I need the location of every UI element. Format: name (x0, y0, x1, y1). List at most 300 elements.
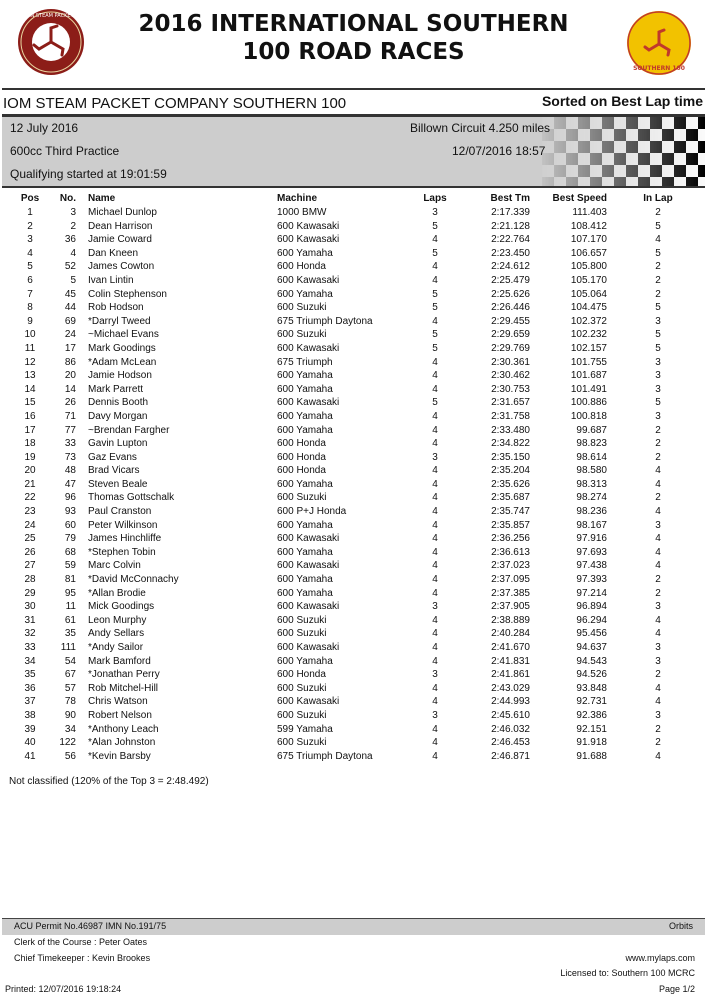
cell-in-lap: 4 (655, 478, 661, 490)
cell-machine: 600 Kawasaki (277, 560, 340, 572)
cell-laps: 3 (432, 207, 438, 218)
cell-best-speed: 97.916 (576, 533, 607, 545)
cell-best-speed: 105.170 (570, 274, 607, 286)
cell-number: 35 (64, 628, 76, 640)
printed-timestamp: Printed: 12/07/2016 19:18:24 (5, 984, 122, 994)
cell-best-time: 2:30.361 (491, 356, 530, 368)
cell-pos: 37 (24, 696, 36, 708)
cell-rider-name: Thomas Gottschalk (88, 492, 175, 504)
cell-number: 11 (65, 601, 76, 613)
cell-laps: 4 (432, 642, 438, 653)
cell-pos: 19 (24, 451, 36, 463)
cell-number: 90 (64, 709, 76, 721)
cell-number: 44 (64, 302, 76, 314)
cell-number: 36 (64, 234, 76, 246)
cell-in-lap: 3 (655, 410, 661, 422)
cell-in-lap: 4 (655, 682, 661, 694)
title-line-2: 100 ROAD RACES (242, 39, 465, 65)
cell-machine: 675 Triumph Daytona (277, 315, 373, 327)
cell-pos: 24 (24, 519, 36, 531)
cell-machine: 600 Kawasaki (277, 601, 340, 613)
event-name: IOM STEAM PACKET COMPANY SOUTHERN 100 (3, 95, 347, 112)
table-row (0, 301, 707, 315)
cell-best-time: 2:41.831 (491, 655, 530, 667)
cell-machine: 675 Triumph (277, 356, 333, 368)
table-row (0, 437, 707, 451)
header-pos: Pos (20, 193, 40, 204)
cell-rider-name: Davy Morgan (88, 410, 148, 422)
table-row (0, 491, 707, 505)
session-date: 12 July 2016 (10, 121, 79, 135)
cell-machine: 600 Yamaha (277, 410, 333, 422)
cell-rider-name: Paul Cranston (88, 506, 152, 518)
cell-machine: 600 Kawasaki (277, 533, 340, 545)
cell-rider-name: Rob Hodson (88, 302, 144, 314)
cell-number: 68 (64, 546, 76, 558)
cell-in-lap: 3 (655, 709, 661, 721)
cell-number: 52 (64, 261, 76, 273)
cell-best-time: 2:45.610 (491, 709, 530, 721)
cell-pos: 15 (24, 397, 36, 409)
circuit-name: Billown Circuit 4.250 miles (410, 121, 551, 135)
cell-laps: 4 (432, 261, 438, 273)
cell-number: 54 (64, 655, 76, 667)
southern-100-logo (626, 10, 692, 76)
cell-rider-name: James Cowton (88, 261, 155, 273)
page-title (120, 10, 587, 66)
steam-packet-logo (2, 8, 100, 76)
header-name: Name (88, 193, 116, 204)
cell-in-lap: 5 (655, 329, 661, 341)
cell-rider-name: Rob Mitchel-Hill (88, 682, 159, 694)
cell-best-time: 2:46.032 (491, 723, 530, 735)
cell-rider-name: *Andy Sailor (88, 642, 144, 653)
cell-pos: 26 (24, 546, 36, 558)
cell-machine: 600 Yamaha (277, 370, 333, 382)
cell-best-speed: 111.403 (572, 207, 607, 218)
cell-number: 67 (64, 669, 76, 681)
cell-machine: 600 Yamaha (277, 478, 333, 490)
cell-machine: 600 Honda (277, 451, 326, 463)
cell-best-speed: 102.372 (570, 315, 607, 327)
header-machine: Machine (277, 193, 318, 204)
cell-number: 73 (64, 451, 76, 463)
cell-laps: 4 (432, 424, 438, 436)
session-name: 600cc Third Practice (10, 144, 120, 158)
cell-rider-name: Michael Dunlop (88, 207, 157, 218)
cell-best-time: 2:33.480 (491, 424, 530, 436)
cell-in-lap: 2 (655, 587, 661, 599)
cell-rider-name: Robert Nelson (88, 709, 152, 721)
licensed-to: Licensed to: Southern 100 MCRC (560, 968, 695, 978)
table-row (0, 627, 707, 641)
cell-best-speed: 92.386 (576, 709, 607, 721)
cell-rider-name: Leon Murphy (88, 614, 147, 626)
cell-in-lap: 3 (655, 370, 661, 382)
cell-pos: 30 (24, 601, 36, 613)
cell-rider-name: *Stephen Tobin (88, 546, 156, 558)
cell-best-speed: 91.688 (576, 750, 607, 762)
cell-laps: 4 (432, 315, 438, 327)
table-row (0, 274, 707, 288)
cell-pos: 40 (24, 737, 36, 749)
cell-machine: 600 Yamaha (277, 587, 333, 599)
cell-pos: 38 (24, 709, 36, 721)
cell-best-speed: 94.526 (576, 669, 607, 681)
table-row (0, 260, 707, 274)
cell-laps: 5 (432, 342, 438, 354)
cell-machine: 600 Kawasaki (277, 274, 340, 286)
cell-pos: 23 (24, 506, 36, 518)
cell-pos: 34 (24, 655, 36, 667)
cell-laps: 4 (432, 750, 438, 762)
cell-best-speed: 97.693 (576, 546, 607, 558)
cell-machine: 600 Honda (277, 438, 326, 450)
cell-best-speed: 99.687 (576, 424, 607, 436)
cell-in-lap: 3 (655, 642, 661, 653)
cell-best-time: 2:35.626 (491, 478, 530, 490)
cell-machine: 600 Suzuki (277, 329, 327, 341)
cell-machine: 600 Kawasaki (277, 220, 340, 232)
title-line-1: 2016 INTERNATIONAL SOUTHERN (138, 11, 569, 37)
cell-best-time: 2:30.753 (491, 383, 530, 395)
cell-pos: 12 (24, 356, 36, 368)
cell-rider-name: Ivan Lintin (88, 274, 134, 286)
cell-pos: 11 (24, 342, 36, 354)
table-row (0, 546, 707, 560)
chief-timekeeper: Chief Timekeeper : Kevin Brookes (14, 953, 151, 963)
cell-best-speed: 104.475 (570, 302, 607, 314)
cell-best-speed: 100.818 (570, 410, 607, 422)
cell-laps: 4 (432, 628, 438, 640)
cell-best-time: 2:29.455 (491, 315, 530, 327)
cell-pos: 33 (24, 642, 36, 653)
cell-machine: 600 Suzuki (277, 614, 327, 626)
cell-laps: 5 (432, 288, 438, 300)
header-laps: Laps (423, 193, 447, 204)
cell-best-time: 2:23.450 (491, 247, 530, 259)
cell-best-time: 2:25.479 (491, 274, 530, 286)
cell-in-lap: 3 (655, 655, 661, 667)
header-no: No. (59, 193, 76, 204)
cell-machine: 600 Suzuki (277, 492, 327, 504)
cell-rider-name: Colin Stephenson (88, 288, 167, 300)
cell-best-speed: 98.274 (576, 492, 607, 504)
cell-in-lap: 4 (655, 750, 661, 762)
cell-in-lap: 5 (655, 397, 661, 409)
cell-laps: 4 (432, 274, 438, 286)
cell-number: 71 (64, 410, 76, 422)
cell-machine: 600 Kawasaki (277, 696, 340, 708)
cell-rider-name: ~Michael Evans (88, 329, 159, 341)
cell-rider-name: Dean Harrison (88, 220, 153, 232)
cell-best-time: 2:37.095 (491, 574, 530, 586)
cell-rider-name: Andy Sellars (88, 628, 145, 640)
table-row (0, 723, 707, 737)
cell-number: 111 (60, 642, 76, 653)
cell-best-speed: 92.731 (576, 696, 607, 708)
cell-laps: 4 (432, 506, 438, 518)
cell-best-time: 2:46.453 (491, 737, 530, 749)
not-classified-note: Not classified (120% of the Top 3 = 2:48.492) (9, 776, 209, 787)
cell-in-lap: 2 (655, 207, 661, 218)
cell-machine: 600 Suzuki (277, 682, 327, 694)
cell-best-speed: 101.755 (570, 356, 607, 368)
table-row (0, 247, 707, 261)
cell-machine: 600 Honda (277, 669, 326, 681)
cell-in-lap: 5 (655, 220, 661, 232)
cell-in-lap: 4 (655, 546, 661, 558)
cell-number: 24 (64, 329, 76, 341)
cell-number: 17 (64, 342, 76, 354)
cell-laps: 4 (432, 682, 438, 694)
cell-laps: 4 (432, 492, 438, 504)
cell-in-lap: 2 (655, 438, 661, 450)
table-row (0, 424, 707, 438)
cell-rider-name: Dan Kneen (88, 247, 139, 259)
cell-number: 3 (70, 207, 76, 218)
cell-number: 69 (64, 315, 76, 327)
cell-best-time: 2:40.284 (491, 628, 530, 640)
cell-best-speed: 96.294 (576, 614, 607, 626)
cell-rider-name: ~Brendan Fargher (88, 424, 170, 436)
cell-best-time: 2:36.256 (491, 533, 530, 545)
cell-pos: 1 (27, 207, 33, 218)
cell-number: 61 (64, 614, 76, 626)
cell-best-speed: 97.438 (576, 560, 607, 572)
cell-best-time: 2:34.822 (491, 438, 530, 450)
cell-in-lap: 2 (655, 574, 661, 586)
cell-pos: 22 (24, 492, 36, 504)
cell-best-speed: 101.687 (570, 370, 607, 382)
cell-pos: 9 (27, 315, 33, 327)
cell-best-speed: 102.232 (570, 329, 607, 341)
cell-best-speed: 97.214 (576, 587, 607, 599)
cell-number: 2 (70, 220, 76, 232)
cell-best-time: 2:41.670 (491, 642, 530, 653)
cell-number: 81 (64, 574, 76, 586)
cell-machine: 600 Suzuki (277, 737, 327, 749)
cell-in-lap: 4 (655, 628, 661, 640)
cell-best-time: 2:21.128 (491, 220, 530, 232)
cell-best-time: 2:35.857 (491, 519, 530, 531)
cell-best-time: 2:35.687 (491, 492, 530, 504)
cell-machine: 1000 BMW (277, 207, 327, 218)
cell-machine: 600 Yamaha (277, 288, 333, 300)
cell-pos: 13 (24, 370, 36, 382)
cell-number: 48 (64, 465, 76, 477)
cell-machine: 600 Honda (277, 261, 326, 273)
cell-best-time: 2:37.385 (491, 587, 530, 599)
cell-pos: 16 (24, 410, 36, 422)
cell-rider-name: James Hinchliffe (88, 533, 162, 545)
cell-best-speed: 98.580 (576, 465, 607, 477)
checkered-flag-pattern (542, 117, 705, 186)
cell-laps: 4 (432, 519, 438, 531)
cell-rider-name: *Darryl Tweed (88, 315, 151, 327)
cell-pos: 10 (24, 329, 36, 341)
cell-machine: 600 Kawasaki (277, 342, 340, 354)
cell-machine: 600 Kawasaki (277, 234, 340, 246)
cell-pos: 32 (24, 628, 36, 640)
cell-in-lap: 3 (655, 315, 661, 327)
table-row (0, 559, 707, 573)
cell-best-time: 2:46.871 (491, 750, 530, 762)
orbits-text: Orbits (668, 921, 693, 931)
cell-pos: 21 (24, 478, 36, 490)
cell-machine: 600 Suzuki (277, 709, 327, 721)
cell-best-speed: 97.393 (576, 574, 607, 586)
logo-right-text: SOUTHERN 100 (633, 65, 685, 72)
cell-number: 95 (64, 587, 76, 599)
cell-in-lap: 4 (655, 234, 661, 246)
cell-laps: 4 (432, 587, 438, 599)
cell-best-speed: 98.167 (576, 519, 607, 531)
cell-best-time: 2:24.612 (491, 261, 530, 273)
cell-rider-name: *Jonathan Perry (88, 669, 160, 681)
cell-laps: 4 (432, 533, 438, 545)
header-best-tm: Best Tm (490, 193, 530, 204)
cell-best-speed: 107.170 (570, 234, 607, 246)
cell-best-speed: 106.657 (570, 247, 607, 259)
cell-rider-name: Chris Watson (88, 696, 148, 708)
cell-machine: 600 Yamaha (277, 424, 333, 436)
table-row (0, 709, 707, 723)
header-in-lap: In Lap (643, 193, 673, 204)
cell-machine: 600 Honda (277, 465, 326, 477)
cell-number: 45 (64, 288, 76, 300)
cell-best-speed: 91.918 (576, 737, 607, 749)
cell-laps: 4 (432, 614, 438, 626)
cell-pos: 6 (27, 274, 33, 286)
table-row (0, 233, 707, 247)
cell-rider-name: Mark Goodings (88, 342, 156, 354)
cell-machine: 600 Yamaha (277, 247, 333, 259)
cell-machine: 600 Yamaha (277, 546, 333, 558)
cell-in-lap: 2 (655, 288, 661, 300)
table-row (0, 396, 707, 410)
cell-pos: 36 (24, 682, 36, 694)
cell-best-time: 2:36.613 (491, 546, 530, 558)
cell-machine: 675 Triumph Daytona (277, 750, 373, 762)
cell-rider-name: *Allan Brodie (88, 587, 146, 599)
clerk-of-course: Clerk of the Course : Peter Oates (14, 937, 148, 947)
cell-number: 77 (64, 424, 76, 436)
table-row (0, 328, 707, 342)
cell-in-lap: 3 (655, 519, 661, 531)
cell-laps: 3 (432, 669, 438, 681)
cell-machine: 600 Yamaha (277, 574, 333, 586)
cell-laps: 4 (432, 546, 438, 558)
info-rule (2, 186, 705, 188)
cell-pos: 4 (27, 247, 33, 259)
cell-best-speed: 93.848 (576, 682, 607, 694)
table-row (0, 342, 707, 356)
cell-rider-name: *Anthony Leach (88, 723, 159, 735)
cell-rider-name: *Adam McLean (88, 356, 157, 368)
cell-pos: 2 (27, 220, 33, 232)
cell-rider-name: Gavin Lupton (88, 438, 148, 450)
cell-best-time: 2:31.657 (491, 397, 530, 409)
cell-laps: 4 (432, 465, 438, 477)
cell-in-lap: 5 (655, 342, 661, 354)
cell-best-time: 2:29.659 (491, 329, 530, 341)
cell-pos: 20 (24, 465, 36, 477)
cell-pos: 41 (24, 750, 36, 762)
cell-laps: 3 (432, 601, 438, 613)
cell-pos: 7 (27, 288, 33, 300)
cell-number: 93 (64, 506, 76, 518)
table-row (0, 587, 707, 601)
cell-number: 57 (64, 682, 76, 694)
cell-laps: 4 (432, 574, 438, 586)
cell-laps: 4 (432, 356, 438, 368)
cell-rider-name: Steven Beale (88, 478, 148, 490)
cell-laps: 5 (432, 247, 438, 259)
cell-number: 122 (59, 737, 76, 749)
cell-best-time: 2:26.446 (491, 302, 530, 314)
cell-pos: 39 (24, 723, 36, 735)
cell-rider-name: *David McConnachy (88, 574, 179, 586)
cell-best-speed: 98.614 (576, 451, 607, 463)
cell-machine: 600 Yamaha (277, 383, 333, 395)
cell-laps: 4 (432, 560, 438, 572)
cell-best-time: 2:38.889 (491, 614, 530, 626)
website-text: www.mylaps.com (625, 953, 695, 963)
table-row (0, 451, 707, 465)
cell-pos: 18 (24, 438, 36, 450)
header-rule (2, 88, 705, 90)
cell-best-speed: 102.157 (570, 342, 607, 354)
table-row (0, 464, 707, 478)
cell-number: 34 (64, 723, 76, 735)
footer-band (2, 918, 705, 935)
table-row (0, 410, 707, 424)
qualifying-start: Qualifying started at 19:01:59 (10, 167, 167, 181)
cell-in-lap: 4 (655, 506, 661, 518)
cell-best-time: 2:22.764 (491, 234, 530, 246)
table-row (0, 288, 707, 302)
cell-best-time: 2:37.905 (491, 601, 530, 613)
cell-machine: 600 Suzuki (277, 628, 327, 640)
cell-number: 47 (64, 478, 76, 490)
table-row (0, 356, 707, 370)
cell-in-lap: 3 (655, 383, 661, 395)
cell-number: 33 (64, 438, 76, 450)
cell-laps: 4 (432, 723, 438, 735)
cell-number: 14 (64, 383, 76, 395)
cell-best-speed: 94.543 (576, 655, 607, 667)
sort-label: Sorted on Best Lap time (541, 93, 703, 109)
cell-laps: 3 (432, 451, 438, 463)
results-table (0, 206, 707, 763)
cell-rider-name: Jamie Coward (88, 234, 152, 246)
cell-laps: 3 (432, 709, 438, 721)
cell-laps: 4 (432, 370, 438, 382)
table-row (0, 505, 707, 519)
cell-best-speed: 108.412 (570, 220, 607, 232)
page-number: Page 1/2 (658, 984, 695, 994)
cell-machine: 600 Yamaha (277, 519, 333, 531)
table-row (0, 668, 707, 682)
cell-in-lap: 4 (655, 696, 661, 708)
cell-in-lap: 3 (655, 601, 661, 613)
cell-best-time: 2:35.747 (491, 506, 530, 518)
cell-best-speed: 105.064 (570, 288, 607, 300)
cell-rider-name: Brad Vicars (88, 465, 140, 477)
logo-left-text: ISLE OF MAN STEAM PACKET COMPANY (2, 13, 100, 19)
table-row (0, 315, 707, 329)
